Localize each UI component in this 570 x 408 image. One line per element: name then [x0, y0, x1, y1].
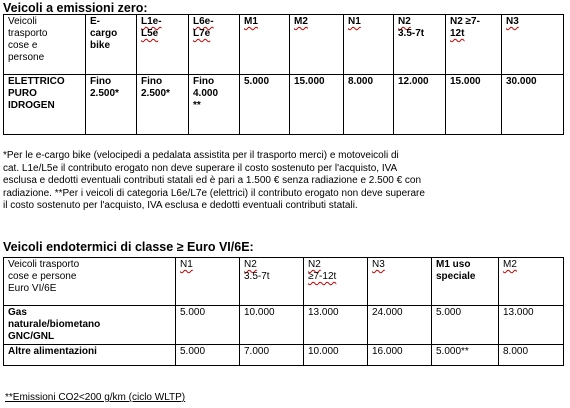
- section-title-zero-emission: Veicoli a emissioni zero:: [3, 1, 148, 15]
- row-label-gas: Gas naturale/biometano GNC/GNL: [4, 306, 176, 345]
- note-line: *Per le e-cargo bike (velocipedi a pedalata assistita per il trasporto merci) e motoveicoli di: [3, 150, 399, 161]
- header-cell-n2-3.5-7t: N2 3.5-7t: [394, 15, 446, 75]
- header-cell-n1: N1: [344, 15, 394, 75]
- cell-m2-value: 13.000: [499, 306, 564, 345]
- cell-l6e-l7e-value: Fino 4.000 **: [189, 75, 240, 135]
- header-cell-n2-7-12t: N2 ≥7- 12t: [446, 15, 502, 75]
- table-row-other-fuels: [4, 345, 564, 366]
- cell-m1-special-value: 5.000: [432, 306, 499, 345]
- cell-ecargo-bike-value: Fino 2.500*: [86, 75, 137, 135]
- zero-emission-notes: [3, 150, 565, 213]
- cell-n2-7-12t-value: 10.000: [304, 345, 368, 366]
- cell-n2-7-12t-value: 13.000: [304, 306, 368, 345]
- cell-m2-value: 8.000: [499, 345, 564, 366]
- row-label-other-fuels: Altre alimentazioni: [4, 345, 176, 366]
- cell-m1-value: 5.000: [240, 75, 290, 135]
- note-line: esclusa e dedotti eventuali contributi statali ed è pari a 1.500 € senza radiazione e 2.500 € con: [3, 175, 422, 187]
- cell-n1-value: 5.000: [176, 306, 240, 345]
- cell-l1e-l5e-value: Fino 2.500*: [137, 75, 189, 135]
- header-cell-n2-7-12t: N2 ≥7-12t: [304, 258, 368, 306]
- cell-n1-value: 8.000: [344, 75, 394, 135]
- emissions-footnote: **Emissioni CO2<200 g/km (ciclo WLTP): [5, 392, 186, 403]
- cell-n3-value: 16.000: [368, 345, 432, 366]
- cell-n3-value: 24.000: [368, 306, 432, 345]
- note-line: radiazione. **Per i veicoli di categoria L6e/L7e (elettrici) il contributo erogato non deve superare: [3, 187, 425, 199]
- endothermic-table: [3, 257, 564, 366]
- header-cell-m2: M2: [499, 258, 564, 306]
- header-cell-vehicle-type: Veicoli trasporto cose e persone: [4, 15, 86, 75]
- header-cell-n1: N1: [176, 258, 240, 306]
- header-cell-n3: N3: [502, 15, 564, 75]
- row-label-electric: ELETTRICO PURO IDROGEN: [4, 75, 86, 135]
- cell-n1-value: 5.000: [176, 345, 240, 366]
- header-cell-l6e-l7e: L6e- L7e: [189, 15, 240, 75]
- table-header-row: [4, 258, 564, 306]
- cell-n2-3.5-7t-value: 12.000: [394, 75, 446, 135]
- cell-m2-value: 15.000: [290, 75, 344, 135]
- table-row-gas: [4, 306, 564, 345]
- cell-n3-value: 30.000: [502, 75, 564, 135]
- cell-n2-3.5-7t-value: 7.000: [240, 345, 304, 366]
- header-cell-n2-3.5-7t: N2 3.5-7t: [240, 258, 304, 306]
- table-row-electric: [4, 75, 564, 135]
- table-header-row: [4, 15, 564, 75]
- cell-n2-7-12t-value: 15.000: [446, 75, 502, 135]
- header-cell-m2: M2: [290, 15, 344, 75]
- cell-n2-3.5-7t-value: 10.000: [240, 306, 304, 345]
- note-line: il costo sostenuto per l'acquisto, IVA esclusa e dedotti eventuali contributi statali.: [3, 200, 358, 212]
- header-cell-ecargo-bike: E- cargo bike: [86, 15, 137, 75]
- header-cell-m1: M1: [240, 15, 290, 75]
- section-title-endothermic: Veicoli endotermici di classe ≥ Euro VI/6E:: [3, 240, 254, 254]
- cell-m1-special-value: 5.000**: [432, 345, 499, 366]
- zero-emission-table: [3, 14, 564, 135]
- header-cell-m1-special: M1 uso speciale: [432, 258, 499, 306]
- note-line: cat. L1e/L5e il contributo erogato non deve superare il costo sostenuto per l'acquisto, IVA: [3, 162, 398, 174]
- header-cell-vehicle-type: Veicoli trasporto cose e persone Euro VI/6E: [4, 258, 176, 306]
- header-cell-n3: N3: [368, 258, 432, 306]
- header-cell-l1e-l5e: L1e- L5e: [137, 15, 189, 75]
